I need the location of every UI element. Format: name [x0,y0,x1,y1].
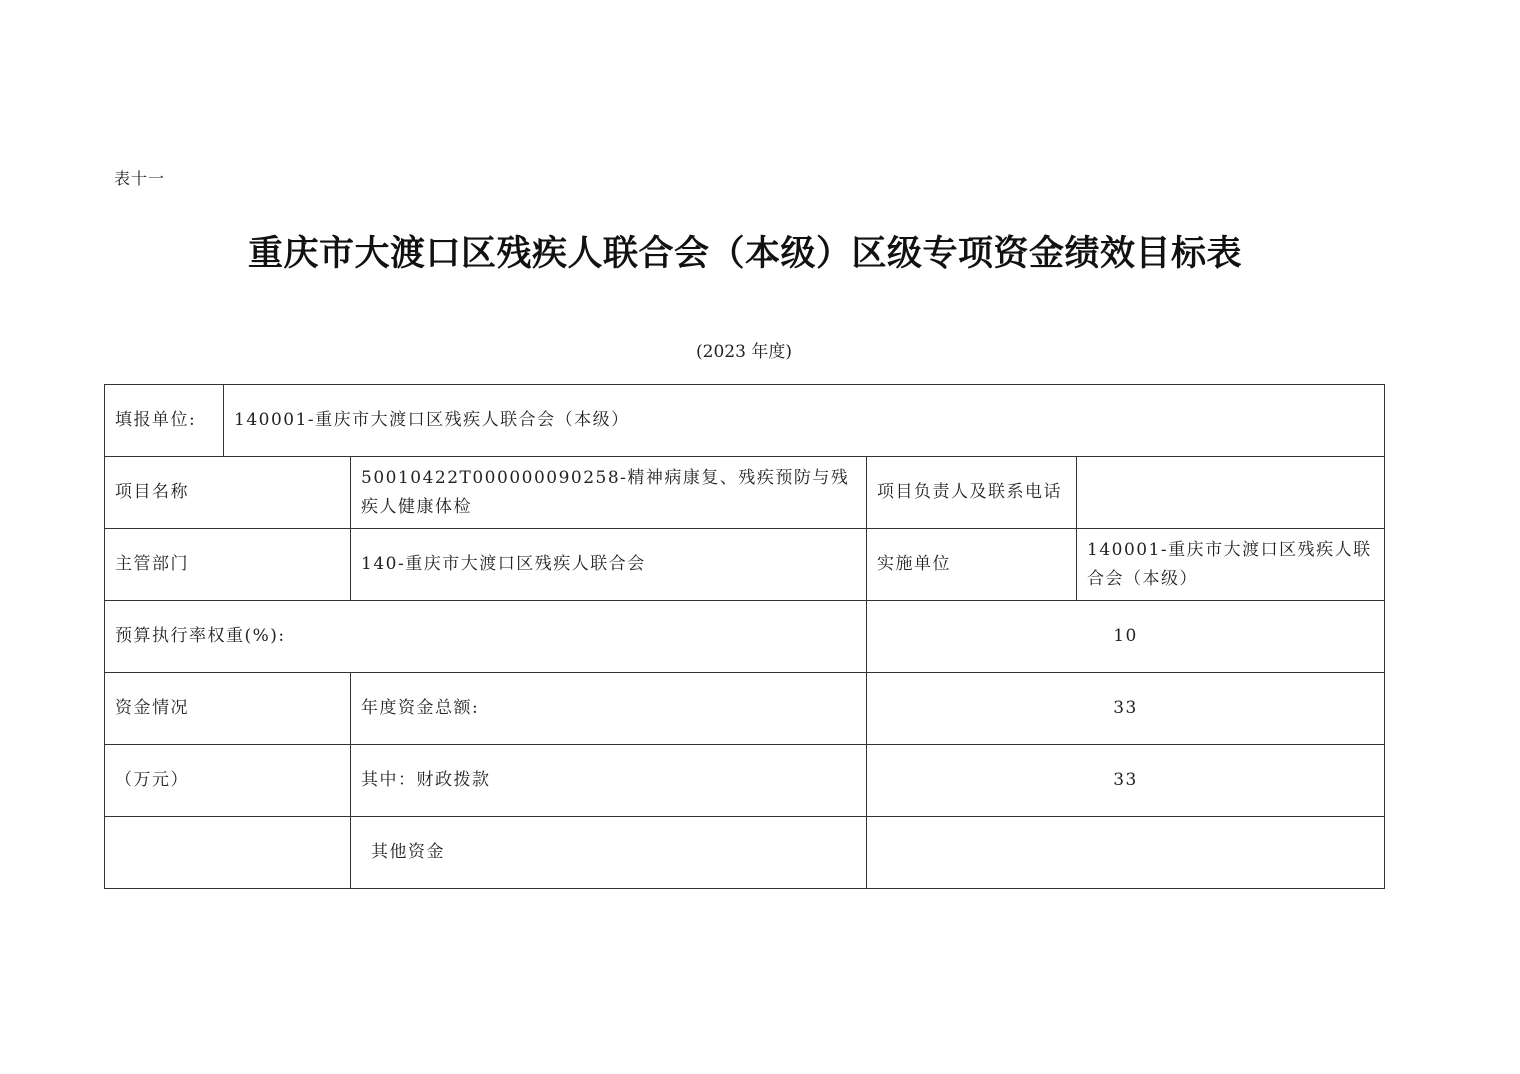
project-leader-label: 项目负责人及联系电话 [867,457,1077,529]
table-row-annual-total [105,673,1385,745]
department-label: 主管部门 [105,529,351,601]
page-title: 重庆市大渡口区残疾人联合会（本级）区级专项资金绩效目标表 [247,234,1242,274]
implementing-unit-label: 实施单位 [867,529,1077,601]
budget-weight-value: 10 [867,601,1385,673]
fill-unit-value: 140001-重庆市大渡口区残疾人联合会（本级） [224,385,1385,457]
table-row-department [105,529,1385,601]
table-row-other-funds [105,817,1385,889]
funds-unit-label: （万元） [105,745,351,817]
department-value: 140-重庆市大渡口区残疾人联合会 [351,529,867,601]
fiscal-allocation-value: 33 [867,745,1385,817]
fill-unit-label: 填报单位: [105,385,224,457]
annual-total-label: 年度资金总额: [351,673,867,745]
empty-cell [105,817,351,889]
table-row-budget-weight [105,601,1385,673]
other-funds-label: 其他资金 [351,817,867,889]
table-number: 表十一 [114,169,166,188]
budget-weight-label: 预算执行率权重(%): [105,601,867,673]
implementing-unit-value: 140001-重庆市大渡口区残疾人联合会（本级） [1077,529,1385,601]
fiscal-year: (2023 年度) [696,342,792,362]
table-row-fill-unit [105,385,1385,457]
project-name-value: 50010422T000000090258-精神病康复、残疾预防与残疾人健康体检 [351,457,867,529]
project-leader-value [1077,457,1385,529]
other-funds-value [867,817,1385,889]
fiscal-allocation-label: 其中：财政拨款 [351,745,867,817]
funds-label: 资金情况 [105,673,351,745]
table-row-fiscal [105,745,1385,817]
project-name-label: 项目名称 [105,457,351,529]
performance-target-table [104,384,1385,889]
table-row-project [105,457,1385,529]
annual-total-value: 33 [867,673,1385,745]
